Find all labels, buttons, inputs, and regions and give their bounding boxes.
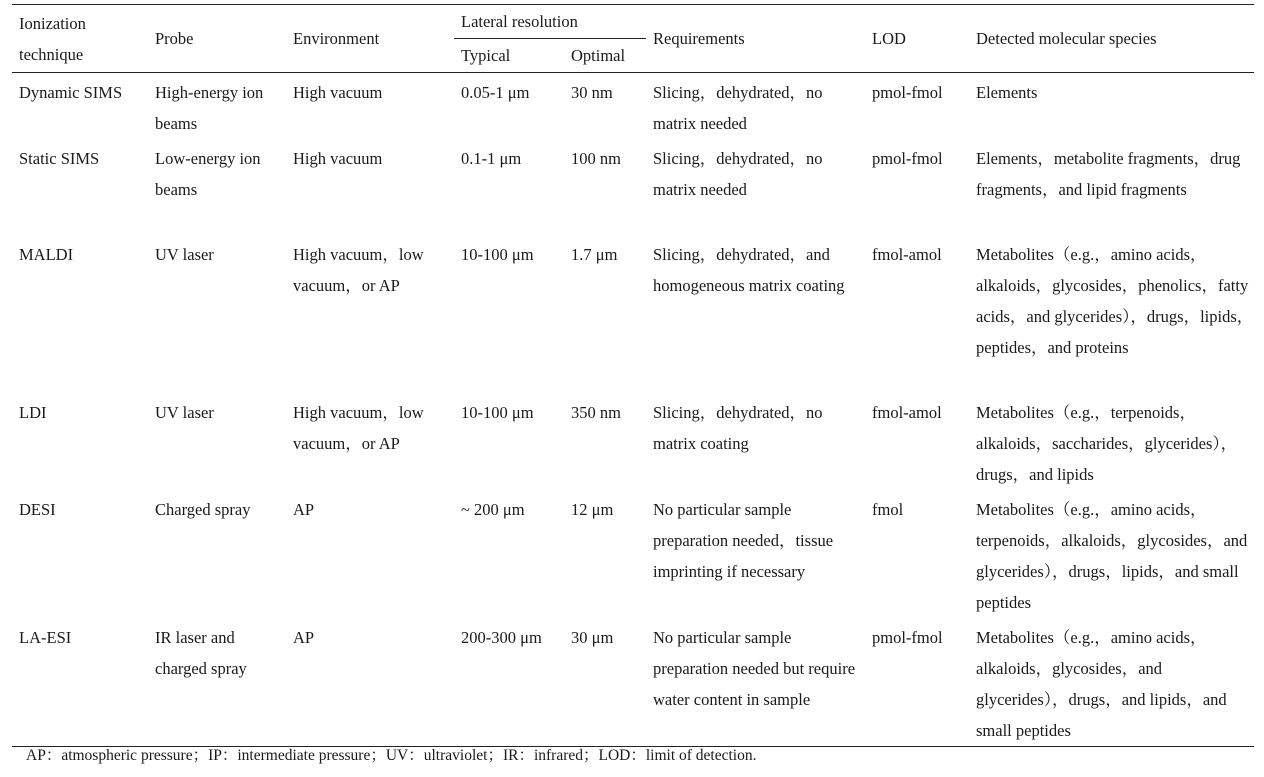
cell-technique: Static SIMS — [19, 149, 100, 168]
cell-typical: 0.1-1 μm — [461, 149, 522, 168]
cell-technique: Dynamic SIMS — [19, 83, 123, 102]
cell-probe: Charged spray — [155, 500, 251, 519]
cell-lod: fmol-amol — [872, 403, 942, 422]
table-row — [12, 139, 1254, 235]
cell-requirements: Slicing，dehydrated，no matrix needed — [653, 149, 823, 199]
header-lateral-resolution: Lateral resolution — [454, 5, 646, 39]
cell-typical: 10-100 μm — [461, 403, 534, 422]
cell-species: Metabolites（e.g.，amino acids，alkaloids，glycosides，phenolics，fatty acids，and glycerides），drugs，lipids，peptides，and proteins — [976, 245, 1254, 357]
header-lod: LOD — [865, 5, 969, 73]
cell-lod: pmol-fmol — [872, 628, 943, 647]
cell-technique: LDI — [19, 403, 47, 422]
cell-requirements: No particular sample preparation needed，tissue imprinting if necessary — [653, 500, 834, 581]
cell-probe: IR laser and charged spray — [155, 628, 247, 678]
cell-optimal: 30 μm — [571, 628, 614, 647]
table-container — [12, 4, 1254, 747]
cell-technique: DESI — [19, 500, 56, 519]
cell-typical: 200-300 μm — [461, 628, 542, 647]
cell-probe: UV laser — [155, 245, 214, 264]
header-typical: Typical — [454, 39, 564, 73]
cell-species: Elements，metabolite fragments，drug fragments，and lipid fragments — [976, 149, 1241, 199]
cell-species: Metabolites（e.g.，amino acids，terpenoids，alkaloids，glycosides，and glycerides），drugs，lipids，and small peptides — [976, 500, 1248, 612]
cell-species: Elements — [976, 83, 1038, 102]
table-row — [12, 73, 1254, 140]
cell-requirements: Slicing，dehydrated，and homogeneous matrix coating — [653, 245, 845, 295]
header-probe: Probe — [148, 5, 286, 73]
cell-environment: AP — [293, 500, 315, 519]
cell-optimal: 12 μm — [571, 500, 614, 519]
cell-optimal: 100 nm — [571, 149, 621, 168]
ionization-techniques-table — [12, 4, 1254, 747]
cell-requirements: Slicing，dehydrated，no matrix needed — [653, 83, 823, 133]
table-row — [12, 235, 1254, 393]
cell-lod: fmol-amol — [872, 245, 942, 264]
cell-lod: pmol-fmol — [872, 83, 943, 102]
cell-species: Metabolites（e.g.，terpenoids，alkaloids，saccharides，glycerides），drugs，and lipids — [976, 403, 1238, 484]
cell-lod: pmol-fmol — [872, 149, 943, 168]
table-row — [12, 490, 1254, 618]
cell-environment: High vacuum，low vacuum，or AP — [293, 245, 424, 295]
cell-species: Metabolites（e.g.，amino acids，alkaloids，glycosides，and glycerides），drugs，and lipids，and small peptides — [976, 628, 1227, 740]
cell-environment: AP — [293, 628, 315, 647]
cell-optimal: 1.7 μm — [571, 245, 618, 264]
cell-requirements: No particular sample preparation needed but require water content in sample — [653, 628, 856, 709]
header-environment: Environment — [286, 5, 454, 73]
cell-typical: 0.05-1 μm — [461, 83, 530, 102]
table-footnote: AP：atmospheric pressure；IP：intermediate pressure；UV：ultraviolet；IR：infrared；LOD：limit of detection. — [26, 747, 757, 764]
cell-environment: High vacuum — [293, 83, 383, 102]
cell-technique: LA-ESI — [19, 628, 72, 647]
cell-probe: High-energy ion beams — [155, 83, 264, 133]
table-row — [12, 618, 1254, 747]
header-detected-species: Detected molecular species — [969, 5, 1254, 73]
cell-probe: Low-energy ion beams — [155, 149, 261, 199]
cell-requirements: Slicing，dehydrated，no matrix coating — [653, 403, 823, 453]
cell-lod: fmol — [872, 500, 904, 519]
cell-typical: ~ 200 μm — [461, 500, 525, 519]
table-row — [12, 393, 1254, 490]
header-requirements: Requirements — [646, 5, 865, 73]
cell-optimal: 30 nm — [571, 83, 613, 102]
cell-typical: 10-100 μm — [461, 245, 534, 264]
cell-technique: MALDI — [19, 245, 74, 264]
cell-probe: UV laser — [155, 403, 214, 422]
cell-optimal: 350 nm — [571, 403, 621, 422]
header-ionization-technique: Ionization technique — [12, 5, 148, 73]
cell-environment: High vacuum，low vacuum，or AP — [293, 403, 424, 453]
cell-environment: High vacuum — [293, 149, 383, 168]
header-optimal: Optimal — [564, 39, 646, 73]
